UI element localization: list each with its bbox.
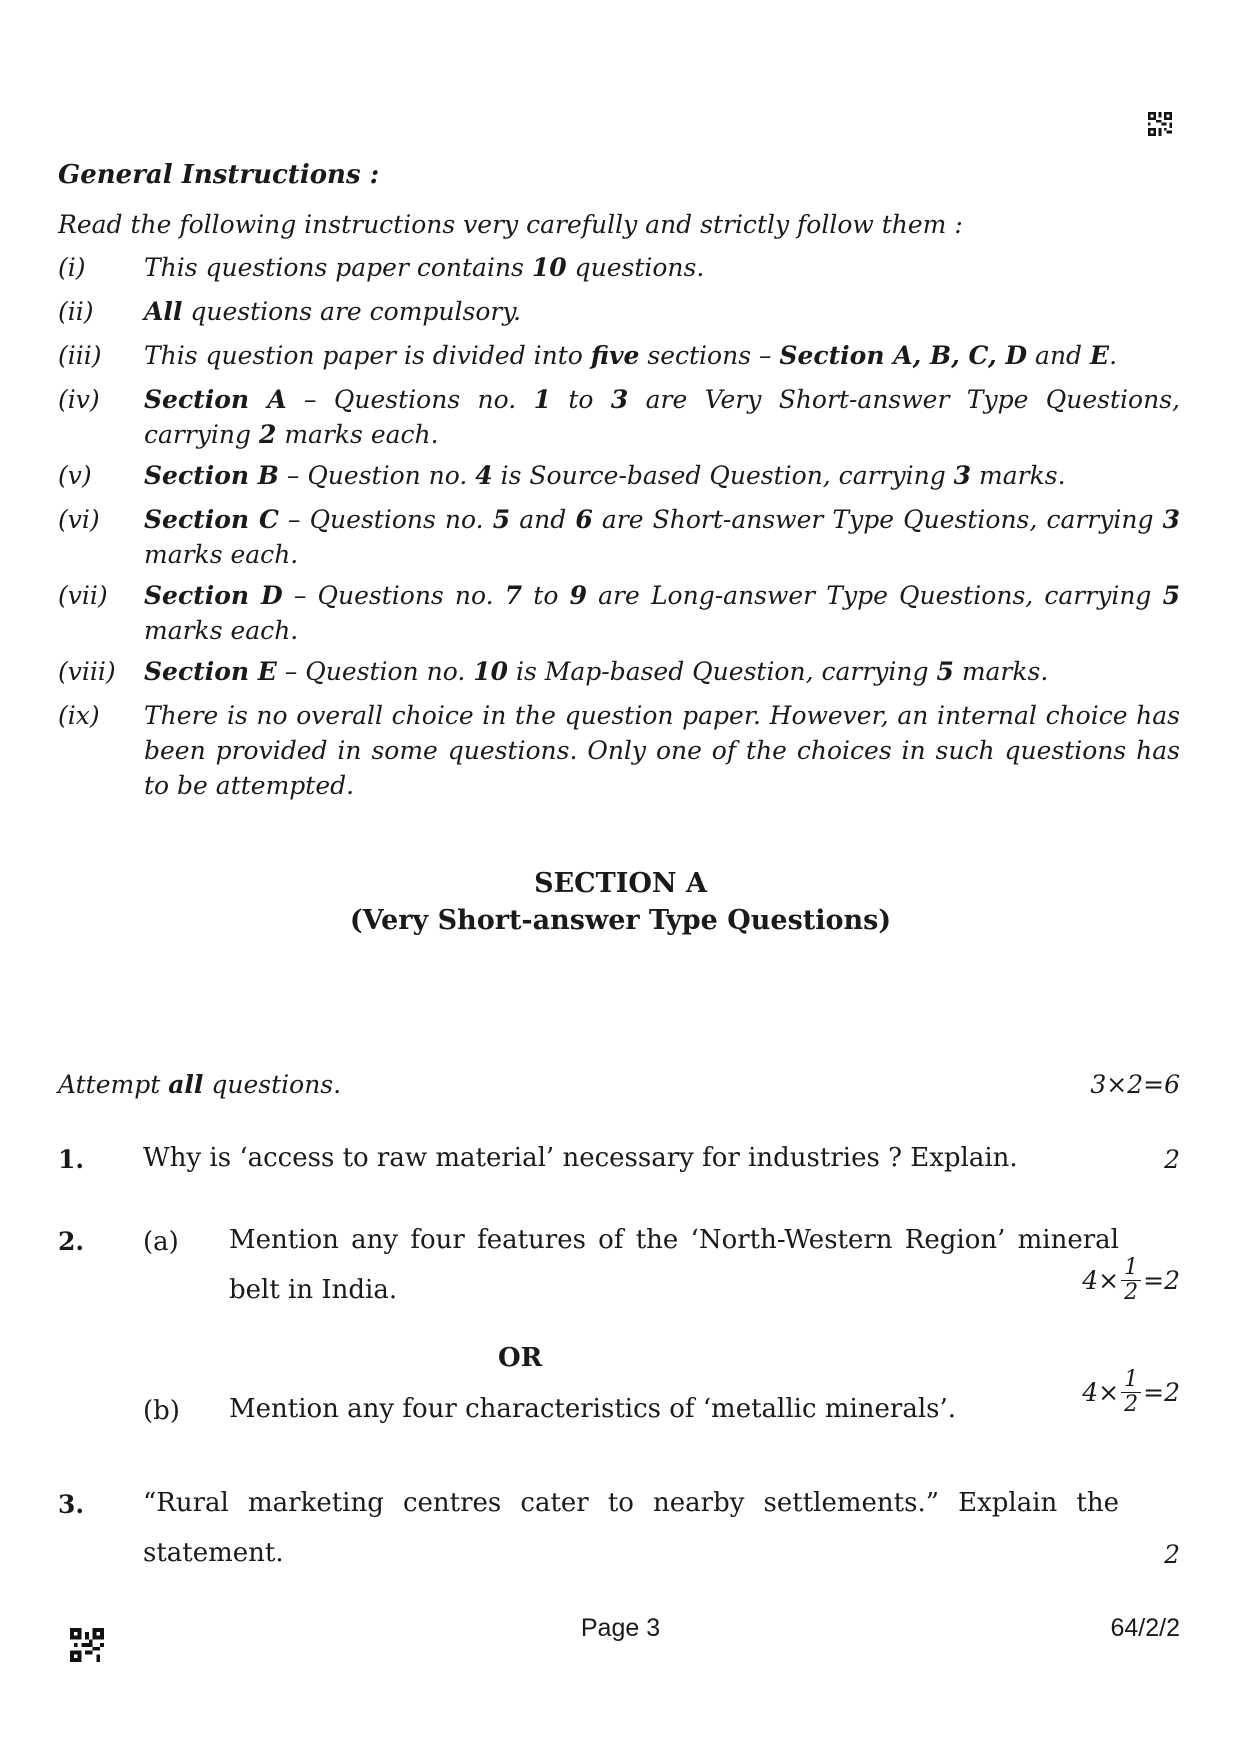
instruction-text: Section E – Question no. 10 is Map-based Question, carrying 5 marks. xyxy=(144,657,1049,686)
instruction-text: This question paper is divided into five sections – Section A, B, C, D and E. xyxy=(144,341,1118,370)
section-subtitle: (Very Short-answer Type Questions) xyxy=(349,905,892,936)
question-number: 3. xyxy=(58,1490,85,1519)
instruction-text: Section D – Questions no. 7 to 9 are Long-answer Type Questions, carrying 5 marks each. xyxy=(144,581,1180,645)
instruction-number: (ix) xyxy=(58,701,100,730)
instruction-number: (i) xyxy=(58,253,86,282)
instruction-number: (v) xyxy=(58,461,92,490)
section-title: SECTION A xyxy=(534,868,707,899)
page-number: Page 3 xyxy=(580,1614,661,1642)
instruction-number: (ii) xyxy=(58,297,94,326)
question-text: “Rural marketing centres cater to nearby settlements.” Explain the statement. xyxy=(143,1488,1119,1568)
instruction-item xyxy=(58,578,1180,648)
instruction-number: (viii) xyxy=(58,657,116,686)
question-number: 1. xyxy=(58,1145,85,1174)
instructions-heading: General Instructions : xyxy=(58,160,380,190)
question-text: Mention any four features of the ‘North-Western Region’ mineral belt in India. xyxy=(229,1225,1119,1305)
attempt-instruction: Attempt all questions. xyxy=(58,1070,342,1099)
instruction-item xyxy=(58,250,1180,285)
instruction-item xyxy=(58,382,1180,452)
instruction-item xyxy=(58,502,1180,572)
paper-code: 64/2/2 xyxy=(1110,1614,1180,1642)
instruction-item xyxy=(58,458,1180,493)
instruction-number: (vi) xyxy=(58,505,100,534)
option-label: (b) xyxy=(143,1396,180,1426)
or-separator: OR xyxy=(498,1343,543,1373)
option-label: (a) xyxy=(143,1227,179,1257)
instruction-item xyxy=(58,654,1180,689)
section-total-marks: 3×2=6 xyxy=(1090,1070,1180,1099)
question-marks: 4× $\frac{1}{2}$ =2 xyxy=(1082,1367,1180,1417)
instruction-item xyxy=(58,294,1180,329)
instruction-text: There is no overall choice in the question paper. However, an internal choice has been provided in some questions. Only one of the choices in such questions has to be attempted. xyxy=(144,701,1180,800)
qr-code-icon xyxy=(1148,112,1172,136)
question-number: 2. xyxy=(58,1227,85,1256)
question-marks: 2 xyxy=(1164,1145,1180,1174)
instructions-intro: Read the following instructions very carefully and strictly follow them : xyxy=(58,210,963,239)
instruction-number: (iv) xyxy=(58,385,100,414)
instruction-text: This questions paper contains 10 questions. xyxy=(144,253,705,282)
question-marks: 4× $\frac{1}{2}$ =2 xyxy=(1082,1255,1180,1305)
instruction-text: Section A – Questions no. 1 to 3 are Very Short-answer Type Questions, carrying 2 marks each. xyxy=(144,385,1180,449)
instruction-text: Section C – Questions no. 5 and 6 are Short-answer Type Questions, carrying 3 marks each. xyxy=(144,505,1180,569)
question-text: Why is ‘access to raw material’ necessary for industries ? Explain. xyxy=(143,1143,1018,1173)
instruction-item xyxy=(58,698,1180,803)
question-marks: 2 xyxy=(1164,1540,1180,1569)
instruction-text: All questions are compulsory. xyxy=(144,297,522,326)
instruction-item xyxy=(58,338,1180,373)
question-text: Mention any four characteristics of ‘metallic minerals’. xyxy=(229,1394,957,1424)
instruction-text: Section B – Question no. 4 is Source-based Question, carrying 3 marks. xyxy=(144,461,1066,490)
instruction-number: (vii) xyxy=(58,581,108,610)
instruction-number: (iii) xyxy=(58,341,102,370)
